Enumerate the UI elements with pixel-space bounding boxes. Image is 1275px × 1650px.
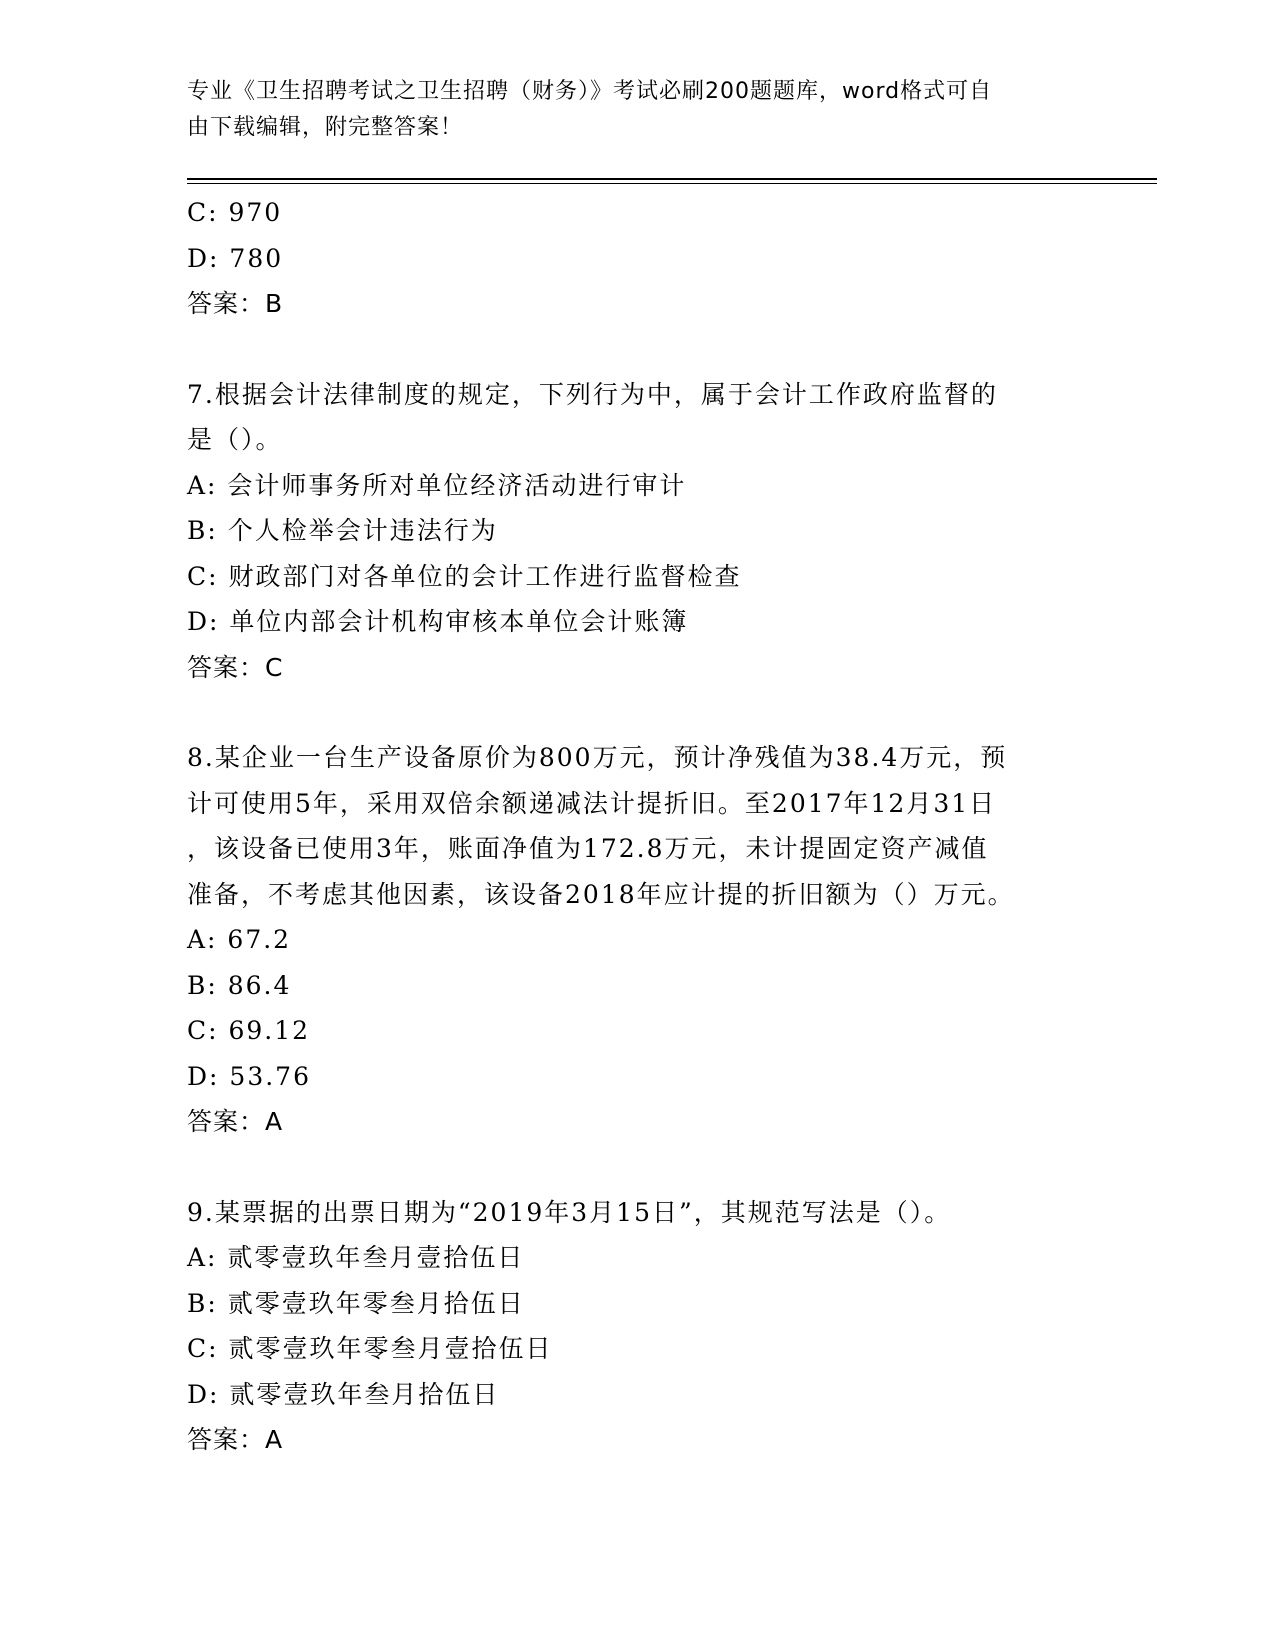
- header-divider-thin: [187, 183, 1157, 184]
- header-line-1: 专业《卫生招聘考试之卫生招聘（财务）》考试必刷200题题库，word格式可自: [187, 79, 993, 104]
- spacer: [187, 690, 1087, 735]
- option-d: D: 贰零壹玖年叁月拾伍日: [187, 1379, 500, 1409]
- answer-line: 答案：B: [187, 289, 284, 318]
- question-stem: ，该设备已使用3年，账面净值为172.8万元，未计提固定资产减值: [187, 834, 989, 863]
- option-b: B: 个人检举会计违法行为: [187, 516, 498, 545]
- option-a: A: 67.2: [187, 925, 292, 954]
- answer-line: 答案：C: [187, 652, 284, 682]
- option-c: C: 69.12: [187, 1016, 311, 1045]
- question-list: [187, 190, 1087, 1463]
- option-b: B: 86.4: [187, 970, 292, 1000]
- answer-line: 答案：A: [187, 1107, 284, 1136]
- header-line-2: 由下载编辑，附完整答案！: [187, 115, 464, 140]
- question-stem: 准备，不考虑其他因素，该设备2018年应计提的折旧额为（）万元。: [187, 879, 1015, 909]
- question-stem: 是（）。: [187, 425, 283, 454]
- option-d: D: 单位内部会计机构审核本单位会计账簿: [187, 607, 689, 636]
- option-c: C: 970: [187, 198, 283, 227]
- answer-line: 答案：A: [187, 1425, 284, 1454]
- question-6-tail: [187, 190, 1087, 327]
- option-c: C: 贰零壹玖年零叁月壹拾伍日: [187, 1334, 553, 1363]
- question-stem: 计可使用5年，采用双倍余额递减法计提折旧。至2017年12月31日: [187, 788, 997, 818]
- option-b: B: 贰零壹玖年零叁月拾伍日: [187, 1288, 525, 1318]
- question-9: [187, 1190, 1087, 1463]
- option-d: D: 780: [187, 243, 284, 273]
- option-a: A: 贰零壹玖年叁月壹拾伍日: [187, 1243, 525, 1272]
- option-a: A: 会计师事务所对单位经济活动进行审计: [187, 470, 687, 500]
- question-7: [187, 372, 1087, 691]
- spacer: [187, 327, 1087, 372]
- question-8: [187, 735, 1087, 1145]
- option-c: C: 财政部门对各单位的会计工作进行监督检查: [187, 561, 742, 591]
- option-d: D: 53.76: [187, 1061, 311, 1091]
- question-stem: 8.某企业一台生产设备原价为800万元，预计净残值为38.4万元，预: [187, 743, 1008, 772]
- header-divider-thick: [187, 178, 1157, 180]
- question-stem: 9.某票据的出票日期为“2019年3月15日”，其规范写法是（）。: [187, 1197, 952, 1227]
- document-header: [187, 74, 1067, 146]
- spacer: [187, 1145, 1087, 1190]
- question-stem: 7.根据会计法律制度的规定，下列行为中，属于会计工作政府监督的: [187, 379, 998, 409]
